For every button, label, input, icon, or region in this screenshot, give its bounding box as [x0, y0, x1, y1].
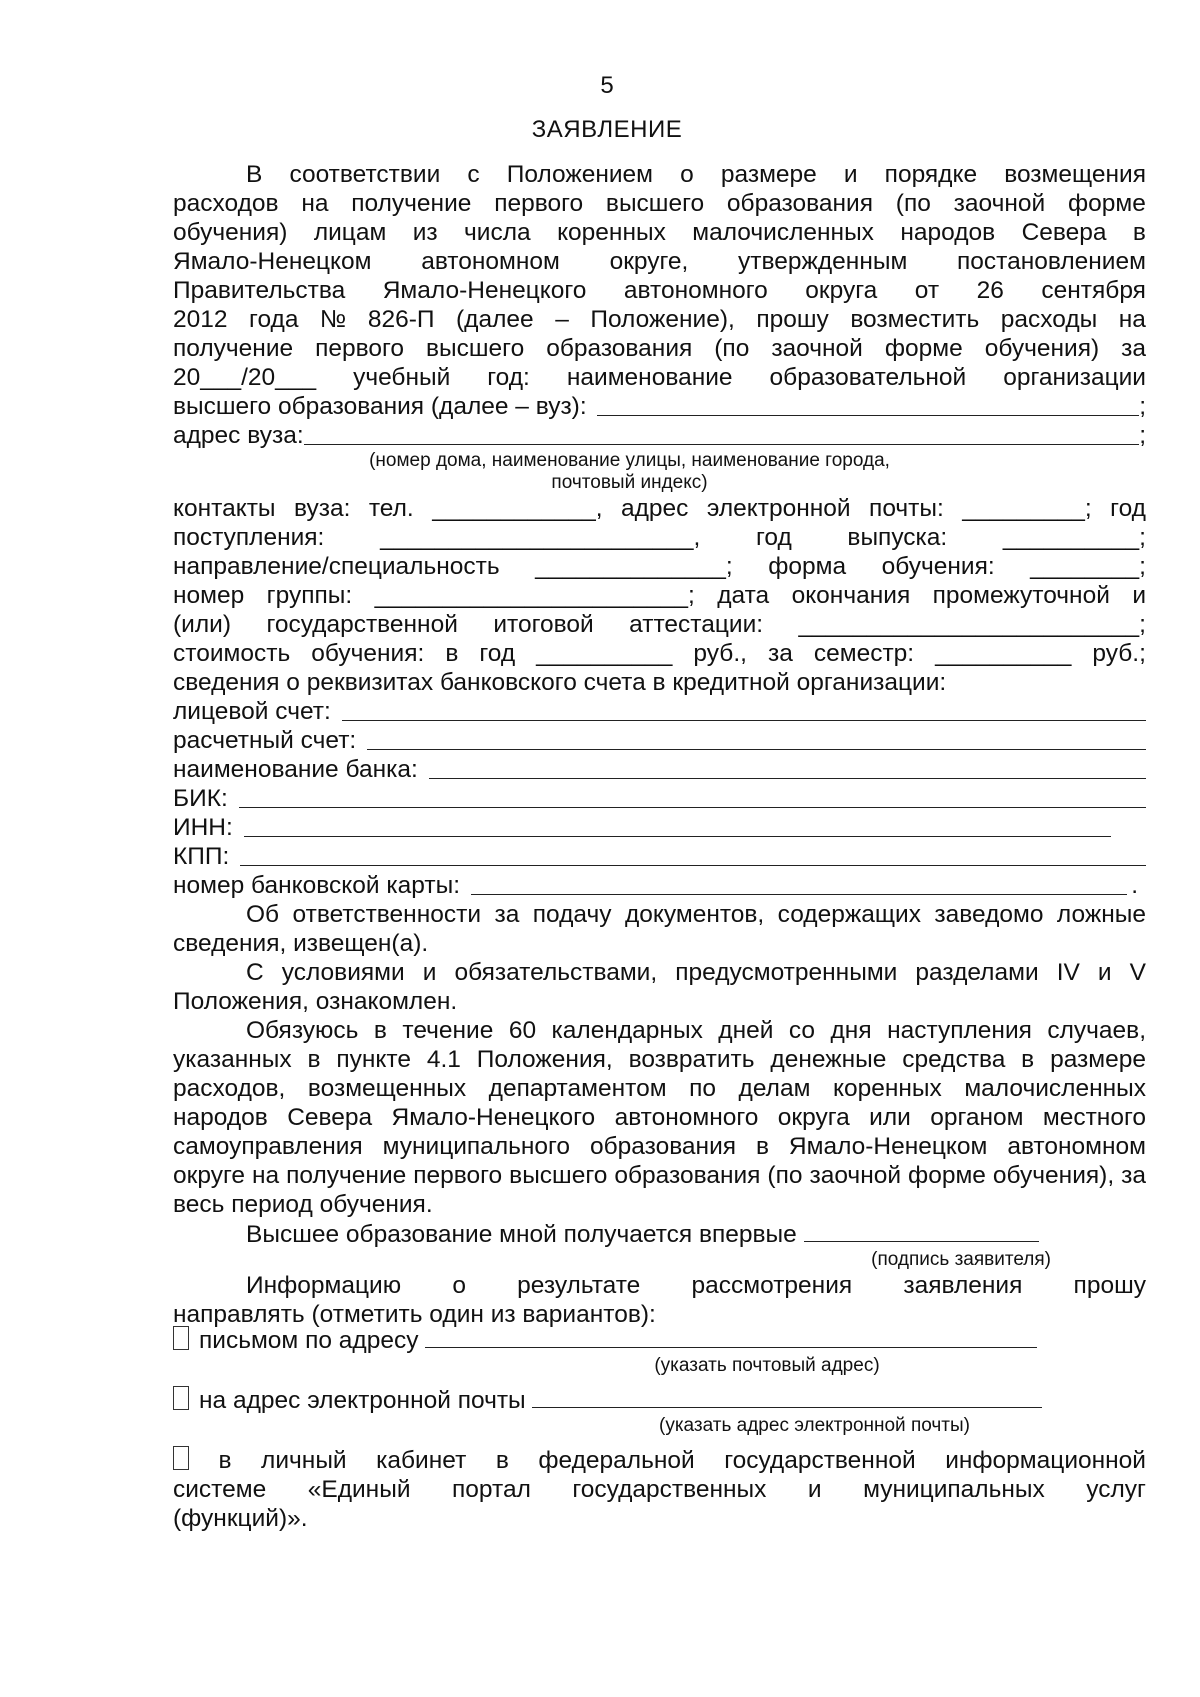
cost-word: __________	[935, 640, 1072, 667]
vuz-name-field[interactable]	[173, 392, 1146, 421]
direction-form-line[interactable]	[173, 552, 1146, 581]
card-number-label: номер банковской карты:	[173, 872, 467, 899]
gosuslugi-word: государственной	[724, 1447, 916, 1474]
intro-word: №	[320, 306, 347, 333]
obligation-statement: Обязуюсь в течение 60 календарных дней со дня наступления случаев, указанных в пункте 4.1 Положения, возвратить денежные средства в размере расходов, возмещенных департаментом по делам коренных малочисленных народов Севера Ямало-Ненецкого автономного округа или органом местного самоуправления муниципального образования в Ямало-Ненецком автономном округе на получение первого высшего образования (по заочной форме обучения), за весь период обучения.	[173, 1017, 1146, 1218]
postal-label: письмом по адресу	[199, 1327, 426, 1354]
intro-word: высшего	[426, 335, 525, 362]
gosuslugi-line-2	[173, 1475, 1146, 1504]
intro-line	[173, 160, 1146, 189]
intro-word: малочисленных	[692, 219, 874, 246]
cost-word: семестр:	[813, 640, 915, 667]
cost-word: за	[767, 640, 793, 667]
intro-paragraph	[173, 160, 1146, 1329]
card-number-tail: .	[1131, 872, 1138, 899]
intro-word: с	[467, 161, 480, 188]
signature-blank[interactable]	[804, 1219, 1039, 1242]
group-word: промежуточной	[932, 582, 1110, 609]
intro-word: возместить	[850, 306, 980, 333]
intro-word: числа	[464, 219, 531, 246]
address-caption-1: (номер дома, наименование улицы, наименование города,	[369, 450, 890, 471]
gosuslugi-checkbox[interactable]	[173, 1446, 189, 1470]
intro-word: о	[680, 161, 694, 188]
admission-label: поступления:	[173, 524, 325, 551]
intro-word: народов	[900, 219, 996, 246]
intro-word: лицам	[313, 219, 387, 246]
group-line[interactable]	[173, 581, 1146, 610]
email-label: на адрес электронной почты	[199, 1387, 533, 1414]
cost-word: __________	[536, 640, 673, 667]
attestation-word: государственной	[266, 611, 458, 638]
personal-account-label: лицевой счет:	[173, 698, 338, 725]
card-number-field[interactable]	[173, 871, 1146, 900]
group-word: окончания	[791, 582, 911, 609]
intro-word: сентября	[1041, 277, 1146, 304]
intro-word: форме	[1068, 190, 1146, 217]
bank-name-label: наименование банка:	[173, 756, 425, 783]
kpp-blank[interactable]	[240, 843, 1146, 866]
intro-word: получение	[351, 190, 472, 217]
address-caption-2: почтовый индекс)	[551, 472, 708, 493]
gosuslugi-line-1	[173, 1446, 1146, 1475]
first-education-label: Высшее образование мной получается впервые	[246, 1221, 804, 1248]
intro-word: расходы	[1000, 306, 1098, 333]
intro-word: образования	[546, 335, 693, 362]
info-request-line	[173, 1271, 1146, 1300]
attestation-line[interactable]	[173, 610, 1146, 639]
bank-name-field[interactable]	[173, 755, 1146, 784]
form-label: форма	[768, 553, 847, 580]
gosuslugi-word: государственных	[572, 1476, 767, 1503]
attestation-word: (или)	[173, 611, 231, 638]
intro-word: заочной	[953, 190, 1046, 217]
email-address-blank[interactable]	[532, 1385, 1042, 1408]
intro-word: постановлением	[957, 248, 1146, 275]
group-word: дата	[717, 582, 770, 609]
intro-word: заочной	[771, 335, 863, 362]
intro-line	[173, 276, 1146, 305]
intro-line	[173, 363, 1146, 392]
intro-word: первого	[494, 190, 584, 217]
intro-word: от	[914, 277, 940, 304]
gosuslugi-word: кабинет	[376, 1447, 467, 1474]
intro-word: наименование	[566, 364, 733, 391]
intro-word: Правительства	[173, 277, 346, 304]
vuz-address-label: адрес вуза:	[173, 422, 304, 449]
intro-word: года	[249, 306, 299, 333]
intro-word: 826-П	[367, 306, 435, 333]
contacts-line[interactable]: контакты вуза: тел. ____________, адрес электронной почты: _________; год	[173, 495, 1146, 522]
intro-word: утвержденным	[738, 248, 908, 275]
intro-word: автономном	[421, 248, 560, 275]
inn-blank[interactable]	[244, 814, 1111, 837]
document-title: ЗАЯВЛЕНИЕ	[531, 116, 683, 143]
intro-word: округе,	[609, 248, 689, 275]
group-word: _______________________;	[374, 582, 695, 609]
cost-word: год	[479, 640, 516, 667]
form-blank[interactable]: ________;	[1030, 553, 1146, 580]
vuz-name-label: высшего образования (далее – вуз):	[173, 393, 594, 420]
admission-blank[interactable]: _______________________,	[380, 524, 701, 551]
intro-word: образования	[726, 190, 873, 217]
intro-word: коренных	[557, 219, 666, 246]
intro-word: высшего	[605, 190, 705, 217]
intro-word: обучения)	[173, 219, 288, 246]
intro-word: (по	[714, 335, 750, 362]
intro-word: прошу	[756, 306, 829, 333]
intro-line	[173, 305, 1146, 334]
intro-word: год:	[487, 364, 530, 391]
graduation-label: год	[755, 524, 792, 551]
form-label-2: обучения:	[881, 553, 995, 580]
settlement-account-label: расчетный счет:	[173, 727, 364, 754]
info-word: заявления	[903, 1272, 1023, 1299]
kpp-label: КПП:	[173, 843, 237, 870]
cost-line[interactable]	[173, 639, 1146, 668]
gosuslugi-word: информационной	[945, 1447, 1146, 1474]
intro-word: 26	[976, 277, 1004, 304]
intro-word: на	[1118, 306, 1146, 333]
email-checkbox[interactable]	[173, 1386, 189, 1410]
settlement-account-field[interactable]	[173, 726, 1146, 755]
intro-word: Ямало-Ненецком	[173, 248, 372, 275]
gosuslugi-word: портал	[452, 1476, 531, 1503]
intro-word: –	[555, 306, 569, 333]
bik-field[interactable]	[173, 784, 1146, 813]
intro-word: Положением	[506, 161, 654, 188]
group-word: номер	[173, 582, 245, 609]
vuz-address-field[interactable]	[173, 421, 1146, 450]
intro-word: за	[1121, 335, 1146, 362]
intro-word: на	[301, 190, 329, 217]
cost-word: руб.;	[1092, 640, 1146, 667]
intro-word: Ямало-Ненецкого	[382, 277, 587, 304]
bank-intro: сведения о реквизитах банковского счета в кредитной организации:	[173, 669, 947, 696]
gosuslugi-word: услуг	[1086, 1476, 1146, 1503]
intro-word: (по	[895, 190, 931, 217]
intro-line	[173, 189, 1146, 218]
intro-word: форме	[884, 335, 963, 362]
card-number-blank[interactable]	[471, 872, 1127, 895]
intro-word: образовательной	[769, 364, 967, 391]
gosuslugi-line-3: (функций)».	[173, 1505, 308, 1532]
info-word: прошу	[1073, 1272, 1146, 1299]
settlement-account-blank[interactable]	[367, 727, 1146, 750]
page-number: 5	[600, 72, 614, 99]
intro-word: Севера	[1021, 219, 1107, 246]
vuz-name-tail: ;	[1139, 393, 1146, 420]
bik-label: БИК:	[173, 785, 235, 812]
intro-word: учебный	[353, 364, 451, 391]
signature-caption: (подпись заявителя)	[871, 1249, 1051, 1270]
direction-label: направление/специальность	[173, 553, 500, 580]
postal-address-blank[interactable]	[425, 1325, 1037, 1348]
intro-line	[173, 334, 1146, 363]
intro-word: расходов	[173, 190, 279, 217]
vuz-address-blank[interactable]	[304, 422, 1140, 445]
info-word: Информацию	[246, 1272, 402, 1299]
intro-word: получение	[173, 335, 294, 362]
gosuslugi-word: личный	[261, 1447, 347, 1474]
kpp-field[interactable]	[173, 842, 1146, 871]
vuz-name-blank[interactable]	[597, 393, 1139, 416]
group-word: и	[1132, 582, 1146, 609]
graduation-blank[interactable]: __________;	[1002, 524, 1146, 551]
cost-word: обучения:	[311, 640, 425, 667]
first-education-line[interactable]	[173, 1219, 1146, 1249]
intro-word: округа	[805, 277, 878, 304]
bank-name-blank[interactable]	[429, 756, 1146, 779]
info-word: о	[452, 1272, 466, 1299]
vuz-address-tail: ;	[1139, 422, 1146, 449]
gosuslugi-word: муниципальных	[863, 1476, 1045, 1503]
intro-word: возмещения	[1004, 161, 1146, 188]
intro-word: Положение),	[590, 306, 735, 333]
cost-word: руб.,	[693, 640, 747, 667]
intro-word: размере	[720, 161, 817, 188]
intro-word: (далее	[456, 306, 534, 333]
postal-checkbox[interactable]	[173, 1326, 189, 1350]
gosuslugi-word: в	[495, 1447, 509, 1474]
cost-word: стоимость	[173, 640, 291, 667]
intro-word: в	[1132, 219, 1146, 246]
intro-word: автономного	[623, 277, 768, 304]
cost-word: в	[445, 640, 459, 667]
attestation-word: итоговой	[493, 611, 594, 638]
bik-blank[interactable]	[239, 785, 1146, 808]
gosuslugi-word: в	[218, 1447, 232, 1474]
gosuslugi-word: федеральной	[538, 1447, 695, 1474]
intro-word: В	[246, 161, 263, 188]
intro-word: соответствии	[289, 161, 441, 188]
personal-account-field[interactable]	[173, 697, 1146, 726]
info-word: результате	[517, 1272, 641, 1299]
intro-word: первого	[315, 335, 405, 362]
option-postal[interactable]	[173, 1325, 1146, 1377]
intro-word: 2012	[173, 306, 228, 333]
intro-word: 20___/20___	[173, 364, 317, 391]
intro-line	[173, 218, 1146, 247]
intro-word: из	[412, 219, 438, 246]
direction-blank[interactable]: ______________;	[535, 553, 733, 580]
inn-field[interactable]	[173, 813, 1146, 842]
info-request-line-2: направлять (отметить один из вариантов):	[173, 1301, 656, 1328]
email-caption: (указать адрес электронной почты)	[659, 1415, 970, 1436]
info-word: рассмотрения	[691, 1272, 853, 1299]
graduation-label-2: выпуска:	[847, 524, 948, 551]
intro-word: и	[843, 161, 858, 188]
responsibility-statement: Об ответственности за подачу документов, содержащих заведомо ложные сведения, извещен(а).	[173, 901, 1146, 957]
group-word: группы:	[266, 582, 353, 609]
conditions-statement: С условиями и обязательствами, предусмотренными разделами IV и V Положения, ознакомлен.	[173, 959, 1146, 1015]
attestation-word: _________________________;	[798, 611, 1146, 638]
option-email[interactable]	[173, 1385, 1146, 1437]
gosuslugi-word: системе	[173, 1476, 267, 1503]
gosuslugi-word: «Единый	[307, 1476, 411, 1503]
inn-label: ИНН:	[173, 814, 240, 841]
personal-account-blank[interactable]	[342, 698, 1146, 721]
intro-word: порядке	[884, 161, 978, 188]
intro-line	[173, 247, 1146, 276]
gosuslugi-word: и	[807, 1476, 822, 1503]
intro-word: организации	[1003, 364, 1146, 391]
admission-graduation-line[interactable]	[173, 523, 1146, 552]
intro-word: обучения)	[984, 335, 1100, 362]
attestation-word: аттестации:	[629, 611, 764, 638]
option-gosuslugi[interactable]	[173, 1446, 1146, 1533]
postal-caption: (указать почтовый адрес)	[654, 1355, 880, 1376]
